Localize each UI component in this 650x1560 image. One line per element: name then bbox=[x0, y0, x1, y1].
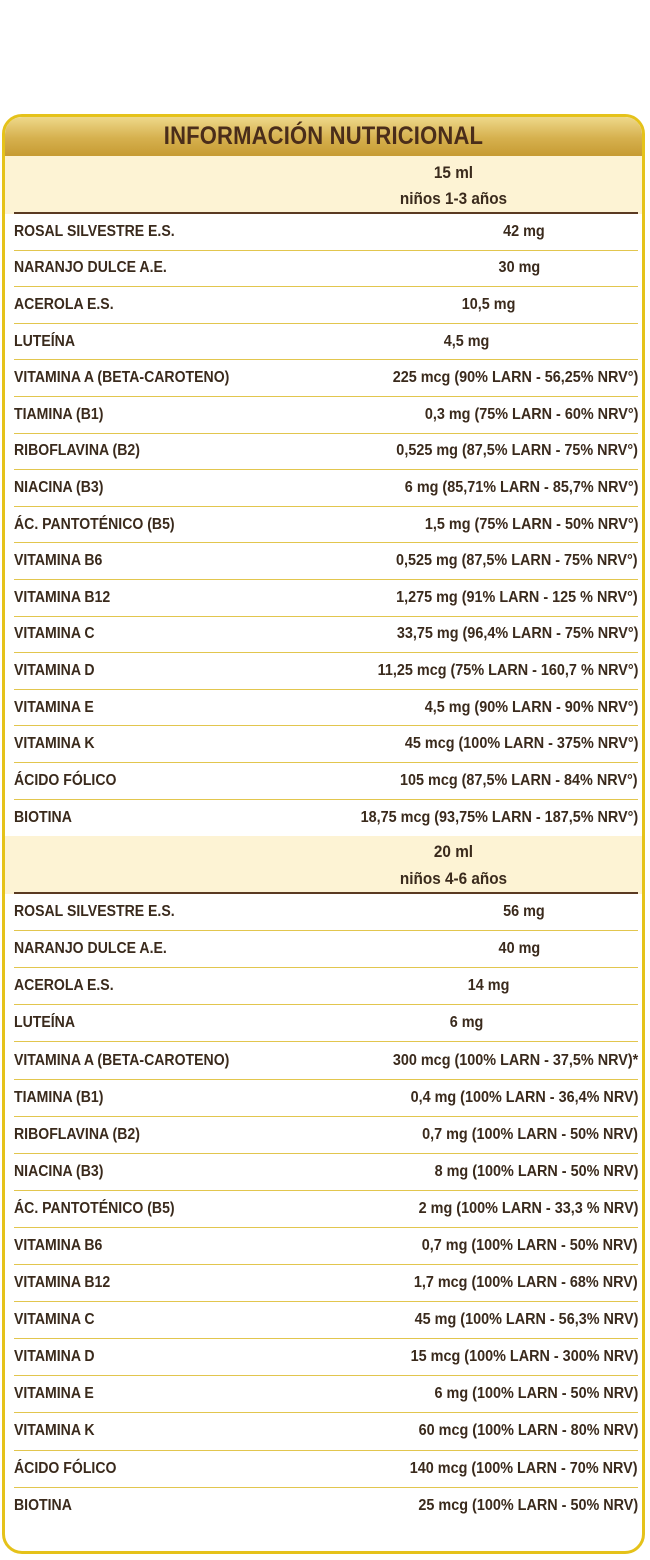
nutrient-row bbox=[14, 617, 638, 654]
nutrient-amount: 30 mg bbox=[498, 259, 540, 277]
nutrient-amount: 14 mg bbox=[467, 977, 510, 995]
age-label-2: niños 4-6 años bbox=[399, 869, 508, 889]
nutrient-name: VITAMINA A (BETA-CAROTENO) bbox=[14, 369, 230, 387]
nutrient-row bbox=[14, 580, 638, 617]
nutrient-amount: 4,5 mg bbox=[444, 332, 490, 350]
nutrient-row bbox=[14, 1302, 638, 1339]
nutrient-row bbox=[14, 1413, 638, 1450]
nutrient-name: VITAMINA C bbox=[14, 625, 95, 643]
nutrient-name: VITAMINA A (BETA-CAROTENO) bbox=[14, 1051, 230, 1069]
nutrient-name: VITAMINA E bbox=[14, 1385, 94, 1403]
nutrient-amount: 0,7 mg (100% LARN - 50% NRV) bbox=[422, 1125, 638, 1143]
nutrient-name: TIAMINA (B1) bbox=[14, 1088, 104, 1106]
nutrient-row bbox=[14, 1451, 638, 1488]
nutrient-name: VITAMINA K bbox=[14, 735, 95, 753]
nutrient-amount: 45 mg (100% LARN - 56,3% NRV) bbox=[414, 1311, 638, 1329]
nutrient-amount: 42 mg bbox=[502, 222, 545, 240]
nutrient-row bbox=[14, 1117, 638, 1154]
nutrient-row bbox=[14, 763, 638, 800]
nutrient-name: VITAMINA E bbox=[14, 698, 94, 716]
nutrient-name: NIACINA (B3) bbox=[14, 1162, 104, 1180]
nutrient-amount: 2 mg (100% LARN - 33,3 % NRV) bbox=[418, 1199, 638, 1217]
nutrient-name: ÁC. PANTOTÉNICO (B5) bbox=[14, 1199, 175, 1217]
panel-title: INFORMACIÓN NUTRICIONAL bbox=[163, 121, 484, 150]
nutrient-amount: 0,4 mg (100% LARN - 36,4% NRV) bbox=[410, 1088, 638, 1106]
nutrient-amount: 56 mg bbox=[502, 903, 545, 921]
nutrient-amount: 1,275 mg (91% LARN - 125 % NRV°) bbox=[396, 588, 638, 606]
nutrient-amount: 105 mcg (87,5% LARN - 84% NRV°) bbox=[400, 771, 638, 789]
nutrient-name: BIOTINA bbox=[14, 1497, 72, 1515]
nutrient-row bbox=[14, 931, 638, 968]
nutrient-row bbox=[14, 800, 638, 837]
dose-label-1: 15 ml bbox=[433, 163, 474, 182]
nutrient-row bbox=[14, 397, 638, 434]
title-bar bbox=[5, 117, 642, 156]
nutrient-name: VITAMINA B12 bbox=[14, 588, 111, 606]
header-rule-1 bbox=[14, 212, 638, 214]
nutrient-row bbox=[14, 507, 638, 544]
section-header-2 bbox=[5, 836, 642, 894]
nutrient-row bbox=[14, 324, 638, 361]
nutrient-name: ÁCIDO FÓLICO bbox=[14, 771, 117, 789]
nutrient-list-2 bbox=[14, 894, 638, 1525]
nutrient-row bbox=[14, 1191, 638, 1228]
nutrient-row bbox=[14, 1339, 638, 1376]
nutrient-name: VITAMINA K bbox=[14, 1422, 95, 1440]
nutrient-row bbox=[14, 1080, 638, 1117]
nutrient-row bbox=[14, 1488, 638, 1525]
nutrient-name: VITAMINA D bbox=[14, 1348, 95, 1366]
nutrient-name: RIBOFLAVINA (B2) bbox=[14, 1125, 140, 1143]
nutrient-name: NIACINA (B3) bbox=[14, 478, 104, 496]
nutrient-row bbox=[14, 1154, 638, 1191]
nutrient-name: VITAMINA C bbox=[14, 1311, 95, 1329]
nutrient-name: ÁC. PANTOTÉNICO (B5) bbox=[14, 515, 175, 533]
nutrient-amount: 140 mcg (100% LARN - 70% NRV) bbox=[410, 1459, 638, 1477]
nutrient-amount: 0,7 mg (100% LARN - 50% NRV) bbox=[422, 1236, 638, 1254]
nutrient-name: BIOTINA bbox=[14, 808, 72, 826]
nutrient-amount: 11,25 mcg (75% LARN - 160,7 % NRV°) bbox=[377, 661, 638, 679]
nutrient-row bbox=[14, 653, 638, 690]
nutrient-name: TIAMINA (B1) bbox=[14, 405, 104, 423]
nutrient-name: NARANJO DULCE A.E. bbox=[14, 259, 167, 277]
nutrient-name: RIBOFLAVINA (B2) bbox=[14, 442, 140, 460]
header-rule-2 bbox=[14, 892, 638, 894]
nutrient-name: ÁCIDO FÓLICO bbox=[14, 1459, 117, 1477]
nutrient-name: ACEROLA E.S. bbox=[14, 295, 114, 313]
nutrition-panel bbox=[2, 114, 645, 1554]
nutrient-amount: 6 mg (85,71% LARN - 85,7% NRV°) bbox=[404, 478, 638, 496]
nutrient-row bbox=[14, 894, 638, 931]
nutrient-amount: 6 mg (100% LARN - 50% NRV) bbox=[434, 1385, 638, 1403]
nutrient-row bbox=[14, 1228, 638, 1265]
nutrient-name: VITAMINA B6 bbox=[14, 552, 103, 570]
nutrient-amount: 225 mcg (90% LARN - 56,25% NRV°) bbox=[392, 369, 638, 387]
nutrient-name: LUTEÍNA bbox=[14, 332, 76, 350]
nutrient-amount: 0,525 mg (87,5% LARN - 75% NRV°) bbox=[396, 442, 638, 460]
nutrient-row bbox=[14, 214, 638, 251]
nutrient-name: ROSAL SILVESTRE E.S. bbox=[14, 903, 175, 921]
nutrient-row bbox=[14, 968, 638, 1005]
nutrient-name: VITAMINA B12 bbox=[14, 1274, 111, 1292]
nutrient-row bbox=[14, 690, 638, 727]
nutrient-name: ROSAL SILVESTRE E.S. bbox=[14, 222, 175, 240]
nutrient-amount: 1,7 mcg (100% LARN - 68% NRV) bbox=[414, 1274, 638, 1292]
nutrient-row bbox=[14, 1376, 638, 1413]
dose-label-2: 20 ml bbox=[433, 842, 474, 862]
nutrient-row bbox=[14, 251, 638, 288]
nutrient-amount: 45 mcg (100% LARN - 375% NRV°) bbox=[404, 735, 638, 753]
nutrient-amount: 1,5 mg (75% LARN - 50% NRV°) bbox=[424, 515, 638, 533]
nutrient-amount: 6 mg bbox=[450, 1014, 484, 1032]
nutrient-amount: 4,5 mg (90% LARN - 90% NRV°) bbox=[424, 698, 638, 716]
nutrient-amount: 60 mcg (100% LARN - 80% NRV) bbox=[418, 1422, 638, 1440]
nutrient-row bbox=[14, 470, 638, 507]
nutrient-row bbox=[14, 434, 638, 471]
nutrient-amount: 8 mg (100% LARN - 50% NRV) bbox=[434, 1162, 638, 1180]
nutrient-row bbox=[14, 1005, 638, 1042]
nutrient-row bbox=[14, 726, 638, 763]
nutrient-name: ACEROLA E.S. bbox=[14, 977, 114, 995]
nutrient-amount: 40 mg bbox=[498, 940, 540, 958]
nutrient-amount: 0,3 mg (75% LARN - 60% NRV°) bbox=[424, 405, 638, 423]
nutrient-row bbox=[14, 360, 638, 397]
nutrient-amount: 300 mcg (100% LARN - 37,5% NRV)* bbox=[392, 1051, 638, 1069]
nutrient-name: VITAMINA D bbox=[14, 661, 95, 679]
age-label-1: niños 1-3 años bbox=[399, 189, 508, 208]
nutrient-row bbox=[14, 287, 638, 324]
nutrient-amount: 25 mcg (100% LARN - 50% NRV) bbox=[418, 1497, 638, 1515]
nutrient-list-1 bbox=[14, 214, 638, 836]
nutrient-row bbox=[14, 1265, 638, 1302]
nutrient-amount: 10,5 mg bbox=[461, 295, 516, 313]
nutrient-name: LUTEÍNA bbox=[14, 1014, 76, 1032]
nutrient-row bbox=[14, 1042, 638, 1079]
nutrient-amount: 0,525 mg (87,5% LARN - 75% NRV°) bbox=[396, 552, 638, 570]
section-header-1 bbox=[5, 156, 642, 214]
nutrient-amount: 33,75 mg (96,4% LARN - 75% NRV°) bbox=[396, 625, 638, 643]
nutrient-row bbox=[14, 543, 638, 580]
nutrient-name: VITAMINA B6 bbox=[14, 1236, 103, 1254]
nutrient-name: NARANJO DULCE A.E. bbox=[14, 940, 167, 958]
nutrient-amount: 18,75 mcg (93,75% LARN - 187,5% NRV°) bbox=[360, 808, 638, 826]
nutrient-amount: 15 mcg (100% LARN - 300% NRV) bbox=[410, 1348, 638, 1366]
